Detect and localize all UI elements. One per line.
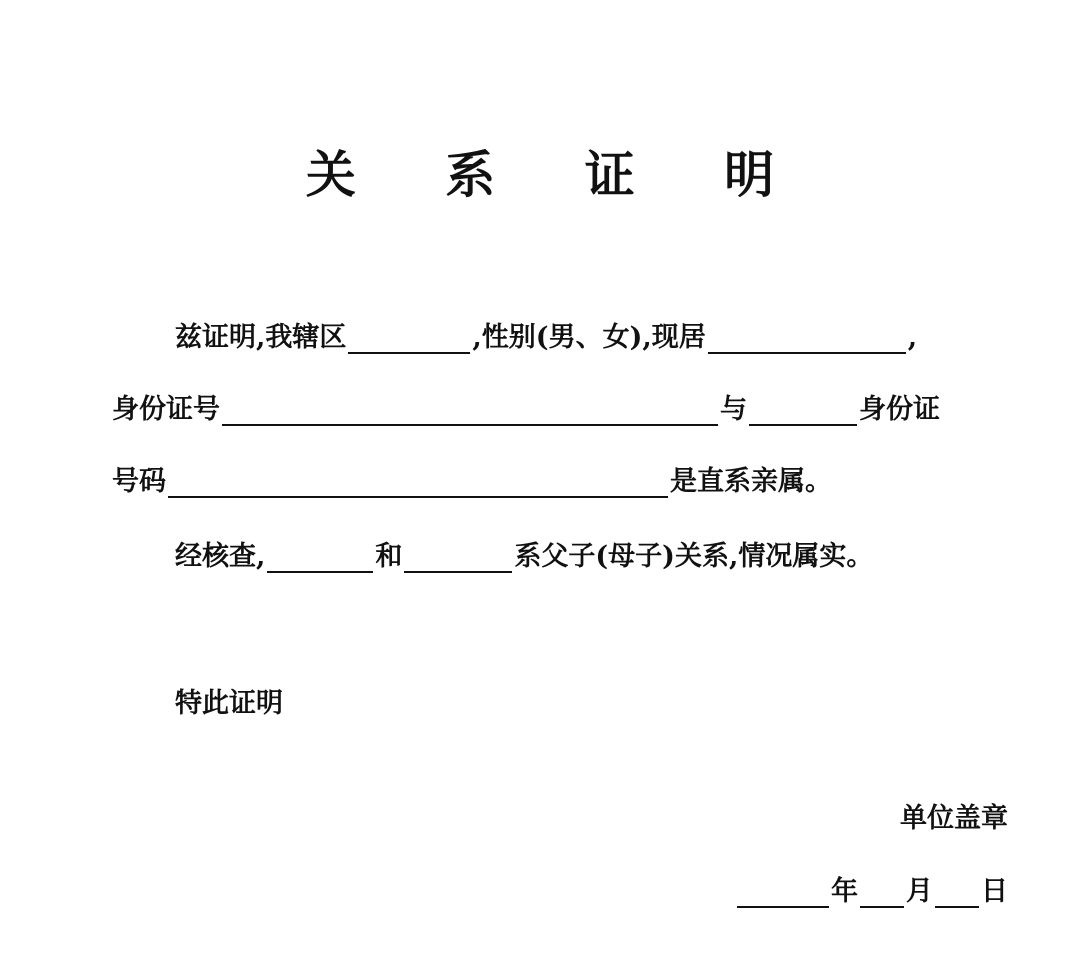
- relative-name-blank[interactable]: [749, 394, 857, 426]
- day-blank[interactable]: [935, 876, 979, 908]
- seal-text: 单位盖章: [900, 803, 1008, 834]
- paragraph-line-3: [112, 462, 832, 502]
- paragraph-line-1: [175, 318, 917, 358]
- paragraph-line-2: [112, 390, 940, 430]
- line4-text-2: 和: [375, 541, 403, 572]
- document-title: 关 系 证 明: [305, 145, 811, 204]
- closing-statement: [175, 684, 283, 724]
- residence-blank[interactable]: [708, 322, 906, 354]
- line4-text-3: 系父子(母子)关系,情况属实。: [514, 541, 874, 572]
- line1-text-2: ,性别(男、女),现居: [472, 322, 706, 353]
- month-blank[interactable]: [860, 876, 904, 908]
- district-blank[interactable]: [348, 322, 470, 354]
- date-line: [735, 872, 1008, 912]
- closing-text: 特此证明: [175, 688, 283, 719]
- person-2-blank[interactable]: [404, 541, 512, 573]
- id-number-blank-1[interactable]: [222, 394, 718, 426]
- line2-text-1: 身份证号: [112, 394, 220, 425]
- line2-text-3: 身份证: [859, 394, 940, 425]
- person-1-blank[interactable]: [267, 541, 373, 573]
- id-number-blank-2[interactable]: [168, 466, 668, 498]
- month-label: 月: [906, 876, 933, 907]
- paragraph-line-4: [175, 537, 873, 577]
- line3-text-1: 号码: [112, 466, 166, 497]
- year-blank[interactable]: [737, 876, 829, 908]
- year-label: 年: [831, 876, 858, 907]
- line3-text-2: 是直系亲属。: [670, 466, 832, 497]
- line2-text-2: 与: [720, 394, 747, 425]
- line4-text-1: 经核查,: [175, 541, 266, 572]
- seal-label: [900, 799, 1008, 839]
- line1-text-3: ,: [907, 322, 918, 353]
- day-label: 日: [981, 876, 1008, 907]
- line1-text-1: 兹证明,我辖区: [175, 322, 347, 353]
